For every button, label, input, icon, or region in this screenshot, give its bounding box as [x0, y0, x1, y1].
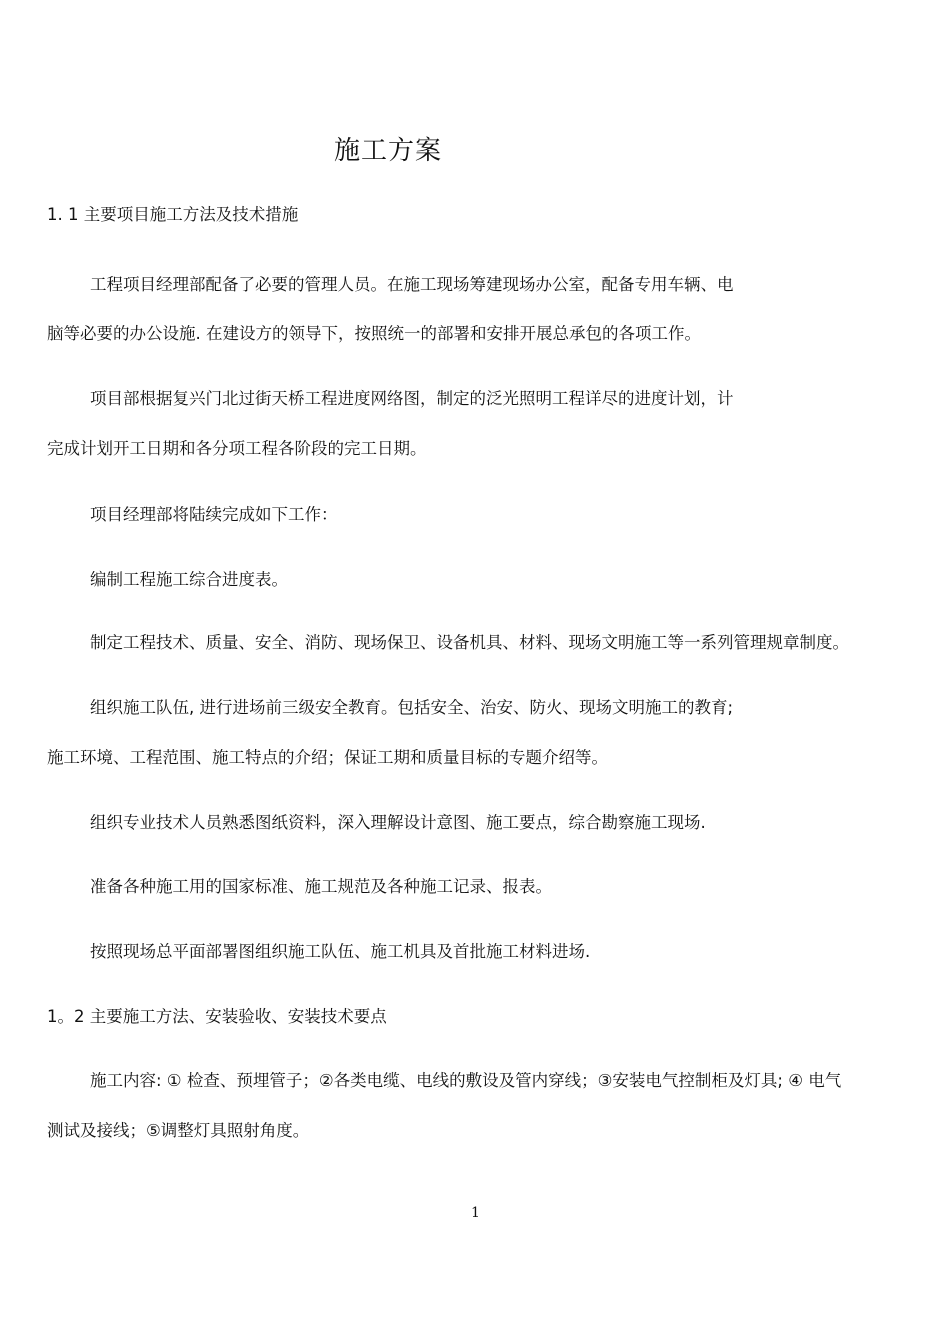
page-number: 1	[471, 1205, 480, 1221]
paragraph-3: 项目经理部将陆续完成如下工作：	[90, 505, 338, 524]
paragraph-1-line-1: 工程项目经理部配备了必要的管理人员。在施工现场筹建现场办公室，配备专用车辆、电	[90, 275, 734, 294]
section-1-2-heading: 1。2 主要施工方法、安装验收、安装技术要点	[47, 1007, 387, 1026]
section-1-1-heading: 1. 1 主要项目施工方法及技术措施	[47, 205, 299, 224]
work-item-1: 编制工程施工综合进度表。	[90, 570, 288, 589]
work-item-2: 制定工程技术、质量、安全、消防、现场保卫、设备机具、材料、现场文明施工等一系列管理规章制度。	[90, 633, 849, 652]
work-item-3-line-2: 施工环境、工程范围、施工特点的介绍；保证工期和质量目标的专题介绍等。	[47, 748, 608, 767]
construction-content-line-2: 测试及接线；⑤调整灯具照射角度。	[47, 1121, 310, 1140]
work-item-6: 按照现场总平面部署图组织施工队伍、施工机具及首批施工材料进场.	[90, 942, 591, 961]
work-item-4: 组织专业技术人员熟悉图纸资料，深入理解设计意图、施工要点，综合勘察施工现场.	[90, 813, 706, 832]
paragraph-2-line-1: 项目部根据复兴门北过街天桥工程进度网络图，制定的泛光照明工程详尽的进度计划，计	[90, 389, 734, 408]
document-title: 施工方案	[334, 136, 443, 166]
work-item-5: 准备各种施工用的国家标准、施工规范及各种施工记录、报表。	[90, 877, 552, 896]
construction-content-line-1: 施工内容: ① 检查、预埋管子；②各类电缆、电线的敷设及管内穿线；③安装电气控制柜及灯具; ④ 电气	[90, 1071, 842, 1090]
work-item-3-line-1: 组织施工队伍, 进行进场前三级安全教育。包括安全、治安、防火、现场文明施工的教育;	[90, 698, 734, 717]
paragraph-2-line-2: 完成计划开工日期和各分项工程各阶段的完工日期。	[47, 439, 427, 458]
paragraph-1-line-2: 脑等必要的办公设施. 在建设方的领导下，按照统一的部署和安排开展总承包的各项工作。	[47, 324, 701, 343]
